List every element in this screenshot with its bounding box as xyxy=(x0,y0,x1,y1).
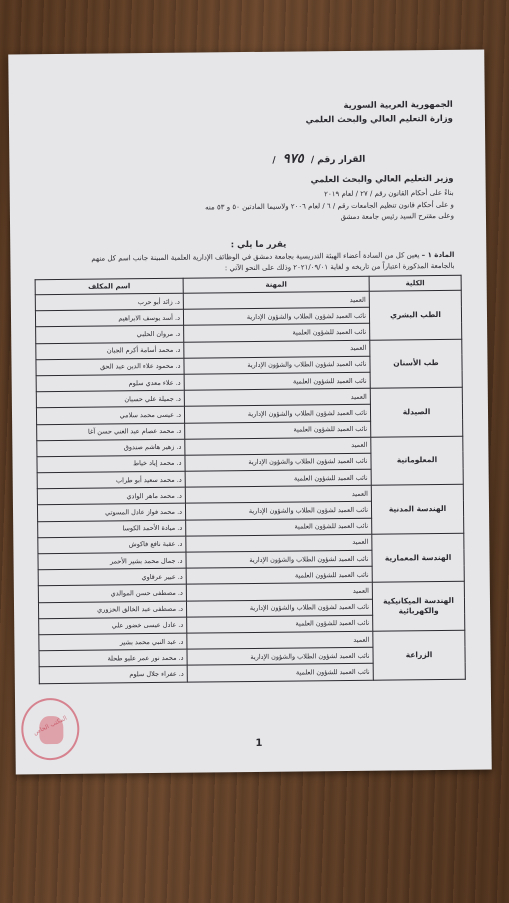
decree-number-line xyxy=(272,151,365,167)
role-cell: نائب العميد للشؤون العلمية xyxy=(186,566,372,584)
role-cell: نائب العميد لشؤون الطلاب والشؤون الإدارية xyxy=(186,550,372,568)
header-faculty: الكلية xyxy=(369,275,461,291)
name-cell: د. زائد أبو حرب xyxy=(35,293,183,311)
role-cell: نائب العميد للشؤون العلمية xyxy=(186,518,372,536)
basis-line: و على أحكام قانون تنظيم الجامعات رقم / ٦ / لعام ٢٠٠٦ ولاسيما المادتين ٥٠ و ٥٣ منه xyxy=(205,200,454,211)
article-1 xyxy=(39,250,454,276)
name-cell: د. علاء معدي سلوم xyxy=(36,374,184,392)
role-cell: نائب العميد للشؤون العلمية xyxy=(185,421,371,439)
office-stamp xyxy=(21,698,80,761)
role-cell: نائب العميد لشؤون الطلاب والشؤون الإدارية xyxy=(184,405,370,423)
appointments-table xyxy=(35,275,466,684)
name-cell: د. محمود علاء الدين عبد الحق xyxy=(36,358,184,376)
faculty-cell: الهندسة المدنية xyxy=(371,485,464,535)
name-cell: د. محمد عصام عبد الغني حسن آغا xyxy=(37,423,185,441)
name-cell: د. محمد فواز عادل المسوتي xyxy=(37,504,185,522)
name-cell: د. مصطفى عبد الخالق الخزوري xyxy=(38,601,186,619)
role-cell: نائب العميد لشؤون الطلاب والشؤون الإدارية xyxy=(184,356,370,374)
role-cell: العميد xyxy=(185,485,371,503)
name-cell: د. عقبة نافع فاكوش xyxy=(38,536,186,554)
name-cell: د. مصطفى حسن الموالدي xyxy=(38,585,186,603)
role-cell: نائب العميد للشؤون العلمية xyxy=(187,615,373,633)
name-cell: د. عفراء جلال سلوم xyxy=(39,665,187,683)
role-cell: نائب العميد للشؤون العلمية xyxy=(184,372,370,390)
name-cell: د. عادل عيسى خضور علي xyxy=(39,617,187,635)
stamp-text: المكتب الخاص xyxy=(32,714,69,737)
role-cell: العميد xyxy=(184,388,370,406)
article-text-cont: بالجامعة المذكورة اعتباراً من تاريخه و لغاية ٢٠٢١/٠٩/٠١ وذلك على النحو الآتي : xyxy=(224,261,455,273)
document-page xyxy=(8,50,492,775)
role-cell: العميد xyxy=(187,631,373,649)
header-name: اسم المكلف xyxy=(35,278,183,295)
name-cell: د. مروان الحلبي xyxy=(36,326,184,344)
name-cell: د. جميلة علي حسبان xyxy=(36,390,184,408)
name-cell: د. محمد سعيد أبو طراب xyxy=(37,471,185,489)
name-cell: د. محمد إياد خياط xyxy=(37,455,185,473)
name-cell: د. عيسى محمد سلامي xyxy=(36,406,184,424)
role-cell: العميد xyxy=(186,534,372,552)
role-cell: نائب العميد للشؤون العلمية xyxy=(184,324,370,342)
basis-line: وعلى مقترح السيد رئيس جامعة دمشق xyxy=(340,211,454,222)
name-cell: د. جمال محمد بشير الأحمر xyxy=(38,552,186,570)
name-cell: د. محمد ماهر الوادي xyxy=(37,487,185,505)
decree-label: القرار رقم / xyxy=(310,154,366,166)
table-body xyxy=(35,290,465,683)
header-role: المهنة xyxy=(183,276,369,293)
role-cell: نائب العميد للشؤون العلمية xyxy=(187,664,373,682)
decides-heading: يقرر ما يلي : xyxy=(230,239,287,251)
role-cell: نائب العميد لشؤون الطلاب والشؤون الإدارية xyxy=(185,502,371,520)
name-cell: د. محمد نور عمر عليو طحلة xyxy=(39,649,187,667)
name-cell: د. ميادة الأحمد الكوسا xyxy=(38,520,186,538)
role-cell: نائب العميد للشؤون العلمية xyxy=(185,469,371,487)
page-number: 1 xyxy=(255,737,263,749)
decree-number: ٩٧٥ xyxy=(282,151,304,167)
basis-line: بناءً على أحكام القانون رقم / ٢٧ / لعام ٢٠١٩ xyxy=(324,188,454,199)
role-cell: العميد xyxy=(185,437,371,455)
faculty-cell: المعلوماتية xyxy=(371,436,464,486)
faculty-cell: الهندسة الميكانيكية والكهربائية xyxy=(372,582,465,632)
article-label: المادة ١ – xyxy=(421,250,455,260)
role-cell: نائب العميد لشؤون الطلاب والشؤون الإدارية xyxy=(187,647,373,665)
faculty-cell: الزراعة xyxy=(373,630,466,680)
letterhead xyxy=(305,98,453,128)
name-cell: د. أسد يوسف الابراهيم xyxy=(35,309,183,327)
role-cell: العميد xyxy=(186,583,372,601)
article-text: يعين كل من السادة أعضاء الهيئة التدريسية بجامعة دمشق في الوظائف الإدارية العلمية المبينة جانب اسم كل منهم xyxy=(91,251,420,263)
faculty-cell: الصيدلة xyxy=(370,387,463,437)
faculty-cell: الطب البشري xyxy=(369,290,462,340)
decree-suffix: / xyxy=(272,155,276,166)
name-cell: د. عبير عرقاوي xyxy=(38,568,186,586)
minister-title: وزير التعليم العالي والبحث العلمي xyxy=(310,173,454,186)
name-cell: د. زهير هاشم صندوق xyxy=(37,439,185,457)
role-cell: العميد xyxy=(184,340,370,358)
letterhead-country: الجمهورية العربية السورية xyxy=(343,99,453,112)
faculty-cell: الهندسة المعمارية xyxy=(372,533,465,583)
legal-basis xyxy=(44,188,454,227)
role-cell: العميد xyxy=(183,291,369,309)
role-cell: نائب العميد لشؤون الطلاب والشؤون الإدارية xyxy=(183,307,369,325)
name-cell: د. محمد أسامة أكرم الجبان xyxy=(36,342,184,360)
name-cell: د. عبد النبي محمد بشير xyxy=(39,633,187,651)
letterhead-ministry: وزارة التعليم العالي والبحث العلمي xyxy=(305,113,453,126)
role-cell: نائب العميد لشؤون الطلاب والشؤون الإدارية xyxy=(185,453,371,471)
faculty-cell: طب الأسنان xyxy=(370,339,463,389)
role-cell: نائب العميد لشؤون الطلاب والشؤون الإدارية xyxy=(186,599,372,617)
